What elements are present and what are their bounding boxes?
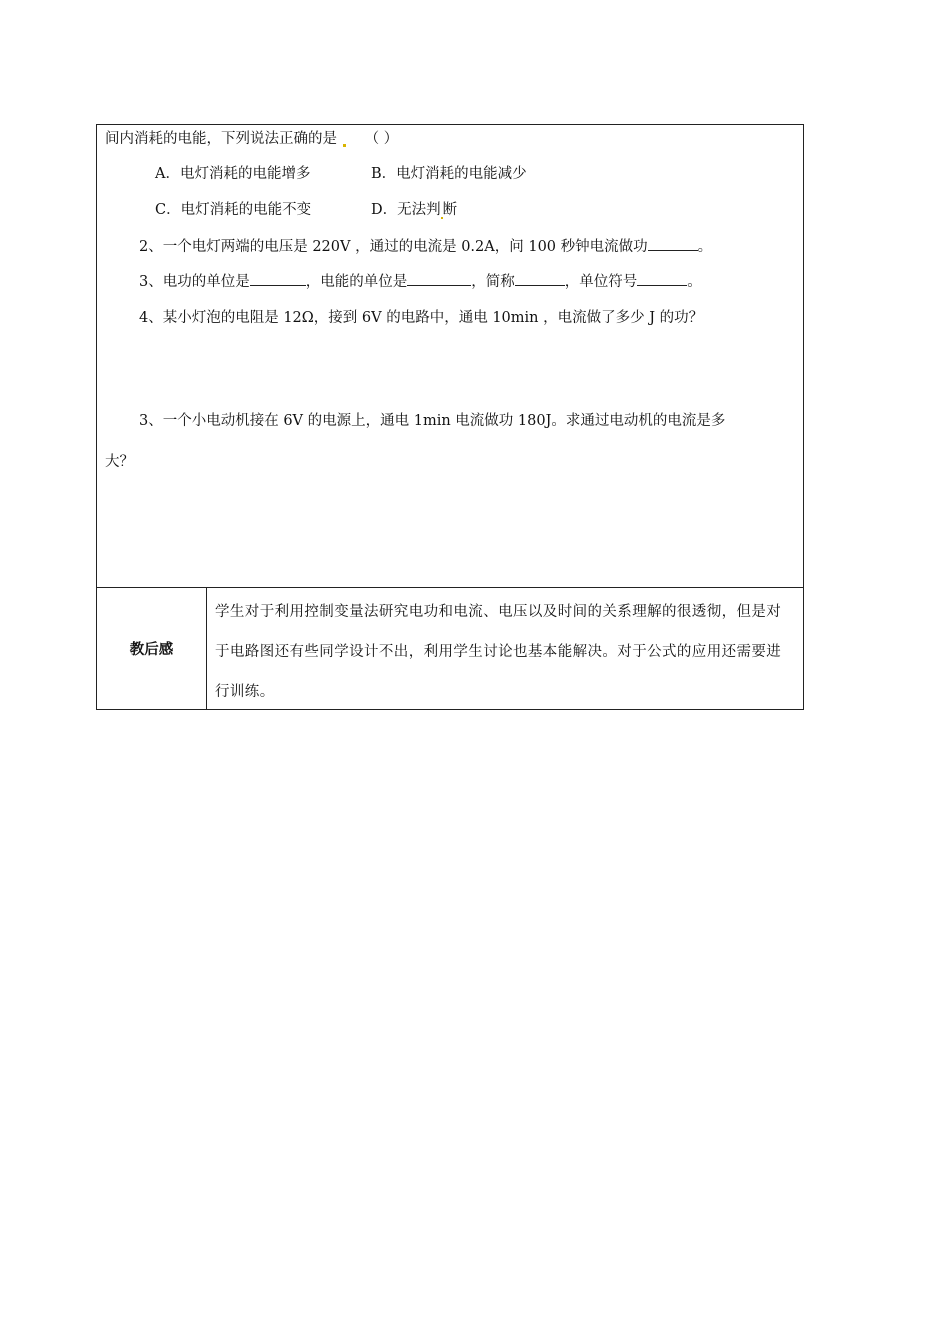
question-5-line-2: 大？ (105, 454, 134, 470)
option-d: D．无法判 断 (371, 202, 458, 218)
question-2: 2、一个电灯两端的电压是 220V ，通过的电流是 0.2A，问 100 秒钟电流做功 。 (139, 236, 712, 257)
reflection-row (97, 588, 803, 709)
option-b: B．电灯消耗的电能减少 (371, 166, 527, 182)
reflection-text: 学生对于利用控制变量法研究电功和电流、电压以及时间的关系理解的很透彻，但是对于电路图还有些同学设计不出，利用学生讨论也基本能解决。对于公式的应用还需要进行训练。 (215, 604, 782, 700)
question-3: 3、电功的单位是 ，电能的单位是 ，简称 ，单位符号 。 (139, 271, 702, 292)
answer-blank[interactable] (515, 271, 565, 286)
answer-blank[interactable] (407, 271, 471, 286)
question-4: 4、某小灯泡的电阻是 12Ω，接到 6V 的电路中，通电 10min ，电流做了多少 J 的功？ (139, 310, 704, 326)
question-5-line-1: 3、一个小电动机接在 6V 的电源上，通电 1min 电流做功 180J。求通过电动机的电流是多 (139, 413, 726, 429)
option-c: C．电灯消耗的电能不变 (155, 202, 312, 218)
answer-blank[interactable] (250, 271, 306, 286)
worksheet-table (96, 124, 804, 710)
option-a: A．电灯消耗的电能增多 (155, 166, 311, 182)
answer-blank[interactable] (637, 271, 687, 286)
answer-parentheses: （ ） (364, 131, 399, 147)
answer-blank[interactable] (648, 236, 698, 251)
reflection-label-cell (97, 588, 207, 709)
marker-dot-icon (343, 144, 346, 147)
exercise-section (97, 125, 803, 588)
question-1-stem: 间内消耗的电能，下列说法正确的是 （ ） (105, 131, 399, 147)
reflection-label: 教后感 (129, 642, 174, 658)
